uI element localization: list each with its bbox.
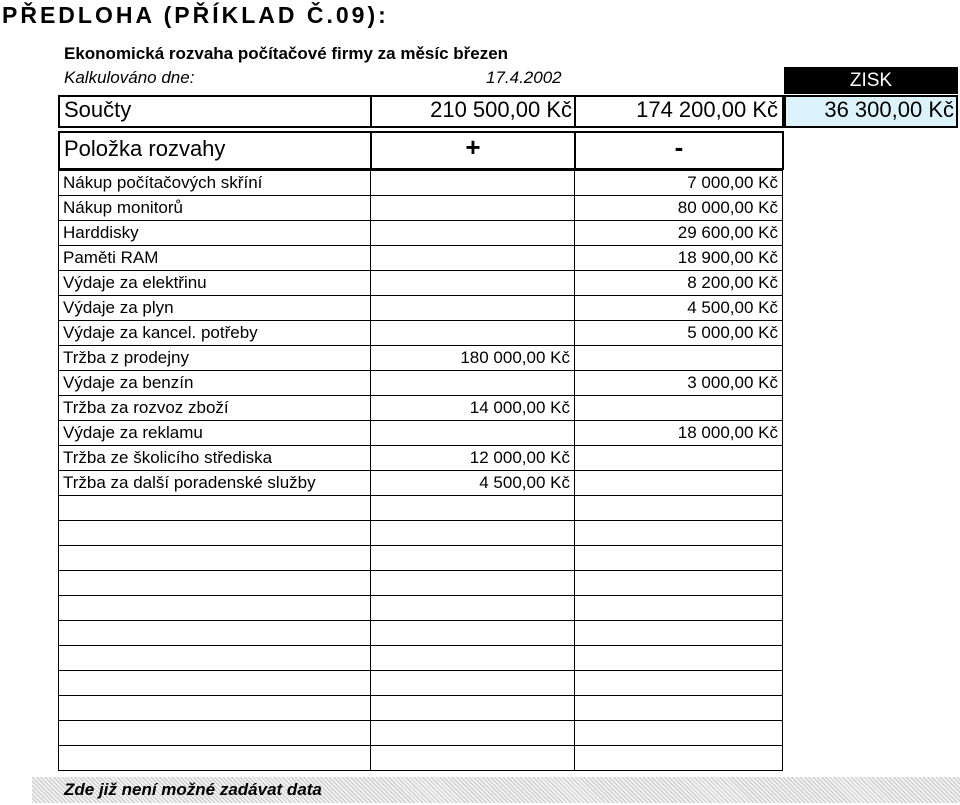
plus-cell[interactable]: [371, 696, 575, 721]
table-row: [59, 621, 783, 646]
minus-cell[interactable]: [575, 696, 783, 721]
plus-cell[interactable]: 14 000,00 Kč: [371, 396, 575, 421]
item-cell[interactable]: Výdaje za benzín: [59, 371, 371, 396]
item-cell[interactable]: Nákup počítačových skříní: [59, 171, 371, 196]
item-cell[interactable]: Výdaje za plyn: [59, 296, 371, 321]
table-row: [59, 221, 783, 246]
table-row: [59, 696, 783, 721]
sums-divider: [574, 95, 576, 128]
item-cell[interactable]: [59, 546, 371, 571]
item-cell[interactable]: Harddisky: [59, 221, 371, 246]
calc-date-label: Kalkulováno dne:: [64, 68, 195, 87]
item-cell[interactable]: Výdaje za reklamu: [59, 421, 371, 446]
page-title: PŘEDLOHA (PŘÍKLAD Č.09):: [2, 2, 389, 28]
zisk-header: ZISK: [784, 67, 958, 94]
item-cell[interactable]: [59, 721, 371, 746]
minus-cell[interactable]: 7 000,00 Kč: [575, 171, 783, 196]
minus-cell[interactable]: [575, 346, 783, 371]
item-cell[interactable]: [59, 571, 371, 596]
sum-minus-value: 174 200,00 Kč: [636, 97, 778, 122]
minus-cell[interactable]: [575, 671, 783, 696]
plus-cell[interactable]: [371, 246, 575, 271]
minus-cell[interactable]: [575, 571, 783, 596]
table-row: [59, 596, 783, 621]
item-cell[interactable]: Tržba ze školicího střediska: [59, 446, 371, 471]
plus-cell[interactable]: [371, 546, 575, 571]
calc-date-value[interactable]: 17.4.2002: [486, 68, 562, 87]
column-header-plus: +: [465, 132, 481, 162]
item-cell[interactable]: [59, 671, 371, 696]
table-row: [59, 421, 783, 446]
table-row: [59, 546, 783, 571]
table-row: [59, 296, 783, 321]
balance-table: [58, 170, 783, 771]
table-row: [59, 396, 783, 421]
plus-cell[interactable]: [371, 671, 575, 696]
table-row: [59, 721, 783, 746]
minus-cell[interactable]: [575, 596, 783, 621]
item-cell[interactable]: [59, 596, 371, 621]
plus-cell[interactable]: [371, 196, 575, 221]
sheet-subtitle: Ekonomická rozvaha počítačové firmy za měsíc březen: [64, 44, 509, 63]
plus-cell[interactable]: 4 500,00 Kč: [371, 471, 575, 496]
minus-cell[interactable]: [575, 446, 783, 471]
table-row: [59, 246, 783, 271]
table-row: [59, 671, 783, 696]
item-cell[interactable]: [59, 621, 371, 646]
plus-cell[interactable]: [371, 746, 575, 771]
minus-cell[interactable]: [575, 721, 783, 746]
minus-cell[interactable]: [575, 621, 783, 646]
plus-cell[interactable]: [371, 371, 575, 396]
table-row: [59, 171, 783, 196]
table-row: [59, 196, 783, 221]
item-cell[interactable]: [59, 521, 371, 546]
plus-cell[interactable]: [371, 271, 575, 296]
minus-cell[interactable]: [575, 546, 783, 571]
minus-cell[interactable]: [575, 471, 783, 496]
table-row: [59, 496, 783, 521]
table-row: [59, 646, 783, 671]
plus-cell[interactable]: [371, 296, 575, 321]
item-cell[interactable]: [59, 646, 371, 671]
plus-cell[interactable]: [371, 596, 575, 621]
plus-cell[interactable]: [371, 721, 575, 746]
minus-cell[interactable]: [575, 396, 783, 421]
plus-cell[interactable]: [371, 221, 575, 246]
minus-cell[interactable]: 80 000,00 Kč: [575, 196, 783, 221]
sum-plus-value: 210 500,00 Kč: [430, 97, 572, 122]
minus-cell[interactable]: 18 900,00 Kč: [575, 246, 783, 271]
plus-cell[interactable]: [371, 621, 575, 646]
minus-cell[interactable]: [575, 646, 783, 671]
item-cell[interactable]: Nákup monitorů: [59, 196, 371, 221]
plus-cell[interactable]: [371, 171, 575, 196]
plus-cell[interactable]: [371, 321, 575, 346]
item-cell[interactable]: Výdaje za kancel. potřeby: [59, 321, 371, 346]
minus-cell[interactable]: 18 000,00 Kč: [575, 421, 783, 446]
item-cell[interactable]: Paměti RAM: [59, 246, 371, 271]
plus-cell[interactable]: 12 000,00 Kč: [371, 446, 575, 471]
plus-cell[interactable]: [371, 646, 575, 671]
plus-cell[interactable]: [371, 421, 575, 446]
minus-cell[interactable]: 5 000,00 Kč: [575, 321, 783, 346]
table-row: [59, 471, 783, 496]
locked-area-note: Zde již není možné zadávat data: [64, 780, 322, 799]
table-row: [59, 271, 783, 296]
minus-cell[interactable]: 8 200,00 Kč: [575, 271, 783, 296]
item-cell[interactable]: [59, 746, 371, 771]
minus-cell[interactable]: 29 600,00 Kč: [575, 221, 783, 246]
plus-cell[interactable]: 180 000,00 Kč: [371, 346, 575, 371]
table-row: [59, 446, 783, 471]
table-row: [59, 321, 783, 346]
minus-cell[interactable]: 3 000,00 Kč: [575, 371, 783, 396]
sums-label: Součty: [64, 97, 132, 122]
minus-cell[interactable]: [575, 496, 783, 521]
item-cell[interactable]: [59, 496, 371, 521]
plus-cell[interactable]: [371, 496, 575, 521]
item-cell[interactable]: Tržba z prodejny: [59, 346, 371, 371]
column-header-minus: -: [674, 132, 684, 162]
item-cell[interactable]: Tržba za rozvoz zboží: [59, 396, 371, 421]
table-row: [59, 346, 783, 371]
zisk-value: 36 300,00 Kč: [824, 97, 954, 122]
table-row: [59, 571, 783, 596]
table-row: [59, 746, 783, 771]
minus-cell[interactable]: 4 500,00 Kč: [575, 296, 783, 321]
column-header-item: Položka rozvahy: [64, 136, 226, 161]
item-cell[interactable]: Výdaje za elektřinu: [59, 271, 371, 296]
minus-cell[interactable]: [575, 746, 783, 771]
item-cell[interactable]: [59, 696, 371, 721]
item-cell[interactable]: Tržba za další poradenské služby: [59, 471, 371, 496]
table-row: [59, 521, 783, 546]
minus-cell[interactable]: [575, 521, 783, 546]
plus-cell[interactable]: [371, 521, 575, 546]
plus-cell[interactable]: [371, 571, 575, 596]
table-row: [59, 371, 783, 396]
